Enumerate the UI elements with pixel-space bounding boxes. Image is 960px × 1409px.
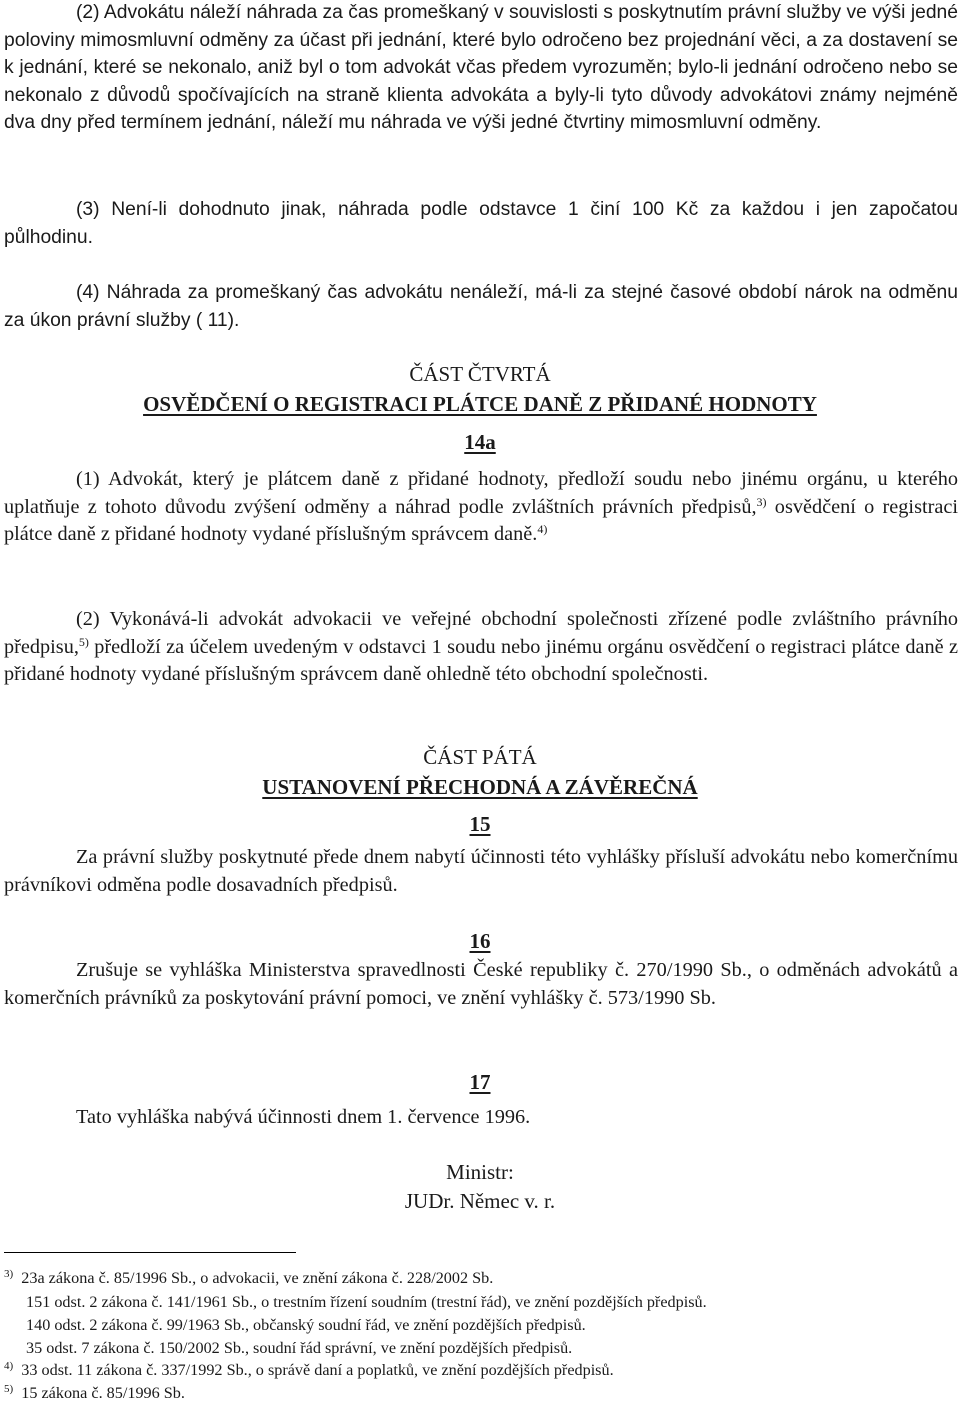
part-4-label: ČÁST ČTVRTÁ bbox=[409, 362, 551, 386]
section-16-text: Zrušuje se vyhláška Ministerstva spravedlnosti České republiky č. 270/1990 Sb., o odměnách advokátů a komerčních právníků za poskytování právní pomoci, ve znění vyhlášky č. 573/1990 Sb. bbox=[4, 959, 958, 1009]
footnote-separator bbox=[4, 1252, 296, 1253]
section-15-text: Za právní služby poskytnuté přede dnem nabytí účinnosti této vyhlášky přísluší advokátu nebo komerčnímu právníkovi odměna podle dosavadních předpisů. bbox=[4, 846, 958, 896]
footnote-5: $^{5)}$ 15 zákona č. 85/1996 Sb. bbox=[4, 1383, 185, 1402]
paragraph-3: (3) Není-li dohodnuto jinak, náhrada podle odstavce 1 činí 100 Kč za každou i jen započatou půlhodinu. bbox=[4, 199, 958, 248]
section-14a-paragraph-1: (1) Advokát, který je plátcem daně z přidané hodnoty, předloží soudu nebo jinému orgánu, u kterého uplatňuje z tohoto důvodu zvýšení odměny a náhrad podle zvláštních právních předpisů,$^{3)}$ osvědčení o registraci plátce daně z přidané hodnoty vydané příslušným správcem daně.$^{4)}$ bbox=[4, 468, 958, 546]
footnote-ref-3: 3) bbox=[756, 494, 767, 509]
section-17-text: Tato vyhláška nabývá účinnosti dnem 1. července 1996. bbox=[76, 1106, 531, 1128]
footnote-4: $^{4)}$ 33 odst. 11 zákona č. 337/1992 Sb., o správě daní a poplatků, ve znění pozdějších předpisů. bbox=[4, 1360, 614, 1379]
section-16-heading: 16 bbox=[469, 929, 491, 953]
section-14a-heading: 14a bbox=[464, 430, 496, 454]
section-14a-paragraph-2: (2) Vykonává-li advokát advokacii ve veřejné obchodní společnosti zřízené podle zvláštního právního předpisu,$^{5)}$ předloží za účelem uvedeným v odstavci 1 soudu nebo jinému orgánu osvědčení o registraci plátce daně z přidané hodnoty vydané příslušným správcem daně ohledně této obchodní společnosti. bbox=[4, 608, 958, 686]
footnote-3-line-2: 151 odst. 2 zákona č. 141/1961 Sb., o trestním řízení soudním (trestní řád), ve znění pozdějších předpisů. bbox=[26, 1293, 707, 1311]
part-5-label: ČÁST PÁTÁ bbox=[423, 745, 537, 769]
footnote-3-line-1: $^{3)}$ 23a zákona č. 85/1996 Sb., o advokacii, ve znění zákona č. 228/2002 Sb. bbox=[4, 1268, 494, 1287]
section-17-heading: 17 bbox=[469, 1070, 491, 1094]
signature-role: Ministr: bbox=[446, 1160, 514, 1184]
part-5-title: USTANOVENÍ PŘECHODNÁ A ZÁVĚREČNÁ bbox=[262, 775, 698, 799]
footnote-ref-5: 5) bbox=[78, 634, 89, 649]
section-15-heading: 15 bbox=[469, 812, 491, 836]
footnote-3-line-4: 35 odst. 7 zákona č. 150/2002 Sb., soudní řád správní, ve znění pozdějších předpisů. bbox=[26, 1339, 573, 1357]
part-4-title: OSVĚDČENÍ O REGISTRACI PLÁTCE DANĚ Z PŘIDANÉ HODNOTY bbox=[143, 392, 817, 416]
footnote-3-line-3: 140 odst. 2 zákona č. 99/1963 Sb., občanský soudní řád, ve znění pozdějších předpisů. bbox=[26, 1316, 586, 1334]
paragraph-4: (4) Náhrada za promeškaný čas advokátu nenáleží, má-li za stejné časové období nárok na odměnu za úkon právní služby ( 11). bbox=[4, 282, 958, 331]
signature-name: JUDr. Němec v. r. bbox=[404, 1189, 556, 1213]
paragraph-2: (2) Advokátu náleží náhrada za čas promeškaný v souvislosti s poskytnutím právní služby ve výši jedné poloviny mimosmluvní odměny za účast při jednání, které bylo odročeno bez projednání věci, a za dostavení se k jednání, které se nekonalo, aniž byl o tom advokát včas předem vyrozuměn; bylo-li jednání odročeno nebo se nekonalo z důvodů spočívajících na straně klienta advokáta a byly-li tyto důvody advokátovi známy nejméně dva dny před termínem jednání, náleží mu náhrada ve výši jedné čtvrtiny mimosmluvní odměny. bbox=[4, 2, 959, 133]
footnote-ref-4: 4) bbox=[537, 522, 548, 537]
